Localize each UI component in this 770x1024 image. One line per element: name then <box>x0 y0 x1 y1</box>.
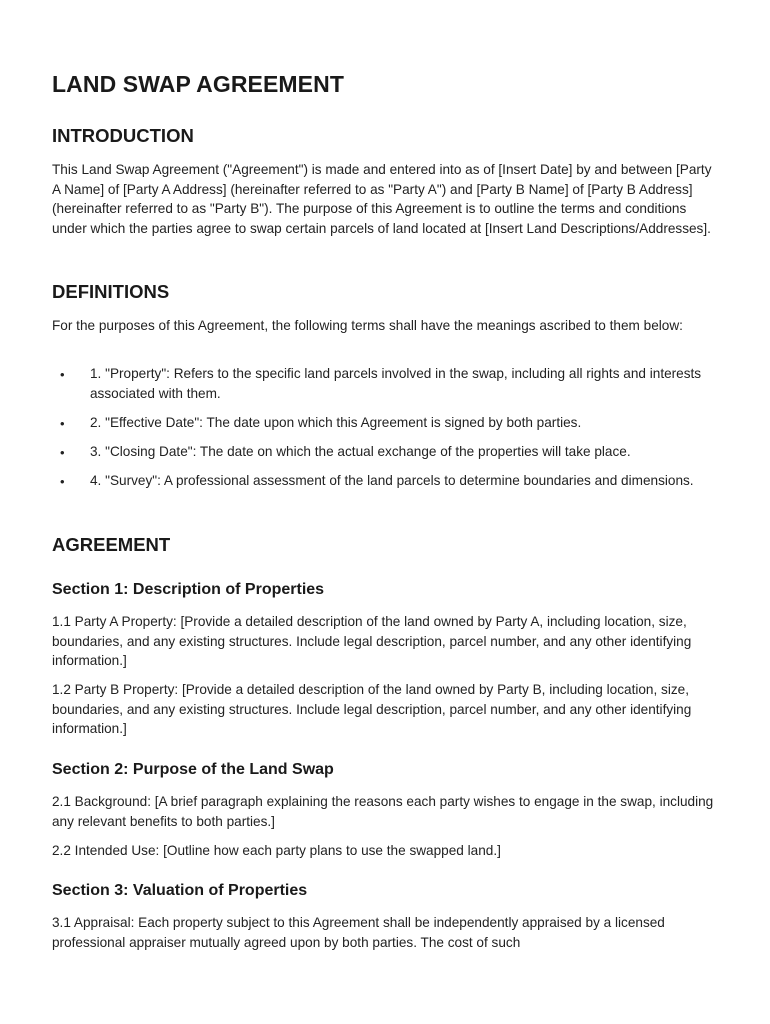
section-1-heading: Section 1: Description of Properties <box>52 581 325 598</box>
section-3-1-paragraph: 3.1 Appraisal: Each property subject to this Agreement shall be independently appraised by a licensed professional appraiser mutually agreed upon by both parties. The cost of such <box>52 915 665 950</box>
introduction-heading: INTRODUCTION <box>52 125 194 146</box>
section-1-1-paragraph: 1.1 Party A Property: [Provide a detailed description of the land owned by Party A, including location, size, boundaries, and any existing structures. Include legal description, parcel number, and any other identifying information.] <box>52 614 692 668</box>
section-2-1-paragraph: 2.1 Background: [A brief paragraph explaining the reasons each party wishes to engage in the swap, including any relevant benefits to both parties.] <box>52 794 714 829</box>
definitions-intro: For the purposes of this Agreement, the following terms shall have the meanings ascribed to them below: <box>52 318 683 333</box>
introduction-paragraph: This Land Swap Agreement ("Agreement") is made and entered into as of [Insert Date] by and between [Party A Name] of [Party A Address] (hereinafter referred to as "Party A") and [Party B Name] of [Party B Address] (hereinafter referred to as "Party B"). The purpose of this Agreement is to outline the terms and conditions under which the parties agree to swap certain parcels of land located at [Insert Land Descriptions/Addresses]. <box>52 162 712 236</box>
agreement-heading: AGREEMENT <box>52 534 171 555</box>
section-2-heading: Section 2: Purpose of the Land Swap <box>52 761 334 778</box>
definition-property: 1. "Property": Refers to the specific land parcels involved in the swap, including all rights and interests associated with them. <box>90 366 702 401</box>
section-3-heading: Section 3: Valuation of Properties <box>52 882 308 899</box>
bullet-icon: • <box>60 474 65 489</box>
bullet-icon: • <box>60 367 65 382</box>
section-1-2-paragraph: 1.2 Party B Property: [Provide a detailed description of the land owned by Party B, including location, size, boundaries, and any existing structures. Include legal description, parcel number, and any other identifying information.] <box>52 682 692 736</box>
definition-survey: 4. "Survey": A professional assessment of the land parcels to determine boundaries and dimensions. <box>90 473 694 488</box>
document-title: LAND SWAP AGREEMENT <box>52 71 344 97</box>
definition-effective-date: 2. "Effective Date": The date upon which this Agreement is signed by both parties. <box>90 415 582 430</box>
bullet-icon: • <box>60 445 65 460</box>
section-2-2-paragraph: 2.2 Intended Use: [Outline how each party plans to use the swapped land.] <box>52 843 501 858</box>
definition-closing-date: 3. "Closing Date": The date on which the actual exchange of the properties will take place. <box>90 444 631 459</box>
definitions-heading: DEFINITIONS <box>52 281 170 302</box>
bullet-icon: • <box>60 416 65 431</box>
